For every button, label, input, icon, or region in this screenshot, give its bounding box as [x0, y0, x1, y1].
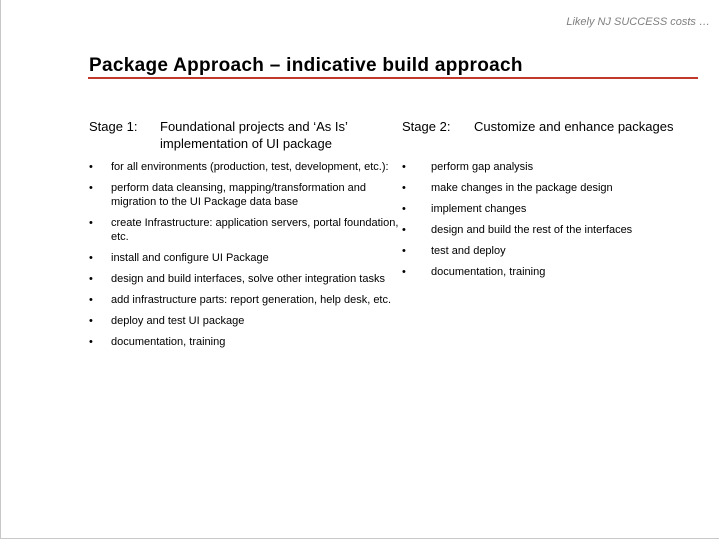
- list-item: • perform data cleansing, mapping/transformation and migration to the UI Package data base: [89, 182, 366, 208]
- stage1-label: Stage 1:: [89, 119, 138, 134]
- bullet: •: [402, 224, 406, 236]
- bullet: •: [89, 161, 93, 173]
- title-rule: [88, 77, 698, 79]
- bullet: •: [89, 252, 93, 264]
- list-item: • test and deploy: [402, 245, 506, 257]
- bullet: •: [402, 245, 406, 257]
- bullet: •: [402, 161, 406, 173]
- bullet: •: [89, 294, 93, 306]
- list-item: • deploy and test UI package: [89, 315, 245, 327]
- stage1-column: [89, 118, 399, 356]
- slide-title: Package Approach – indicative build approach: [89, 55, 523, 76]
- bullet: •: [89, 315, 93, 327]
- list-item: • for all environments (production, test, development, etc.):: [89, 161, 389, 173]
- list-item: • perform gap analysis: [402, 161, 534, 173]
- stage1-header: [89, 118, 399, 154]
- list-item: • design and build the rest of the interfaces: [402, 224, 633, 236]
- bullet: •: [402, 203, 406, 215]
- header-note: Likely NJ SUCCESS costs …: [566, 16, 710, 28]
- stage1-list: [89, 160, 399, 349]
- stage2-label: Stage 2:: [402, 119, 451, 134]
- list-item: • create Infrastructure: application servers, portal foundation, etc.: [89, 217, 399, 243]
- list-item: • design and build interfaces, solve other integration tasks: [89, 273, 385, 285]
- list-item: • add infrastructure parts: report generation, help desk, etc.: [89, 294, 392, 306]
- list-item: • documentation, training: [89, 336, 226, 348]
- bullet: •: [89, 273, 93, 285]
- stage2-column: [402, 118, 702, 286]
- list-item: • install and configure UI Package: [89, 252, 269, 264]
- stage2-title: Customize and enhance packages: [474, 119, 674, 134]
- bullet: •: [89, 217, 93, 229]
- stage1-title: Foundational projects and ‘As Is’ implementation of UI package: [160, 119, 348, 151]
- bullet: •: [89, 182, 93, 194]
- stage2-header: [402, 118, 702, 154]
- list-item: • implement changes: [402, 203, 527, 215]
- list-item: • documentation, training: [402, 266, 546, 278]
- bullet: •: [402, 266, 406, 278]
- stage2-list: [402, 160, 702, 279]
- bullet: •: [402, 182, 406, 194]
- list-item: • make changes in the package design: [402, 182, 613, 194]
- bullet: •: [89, 336, 93, 348]
